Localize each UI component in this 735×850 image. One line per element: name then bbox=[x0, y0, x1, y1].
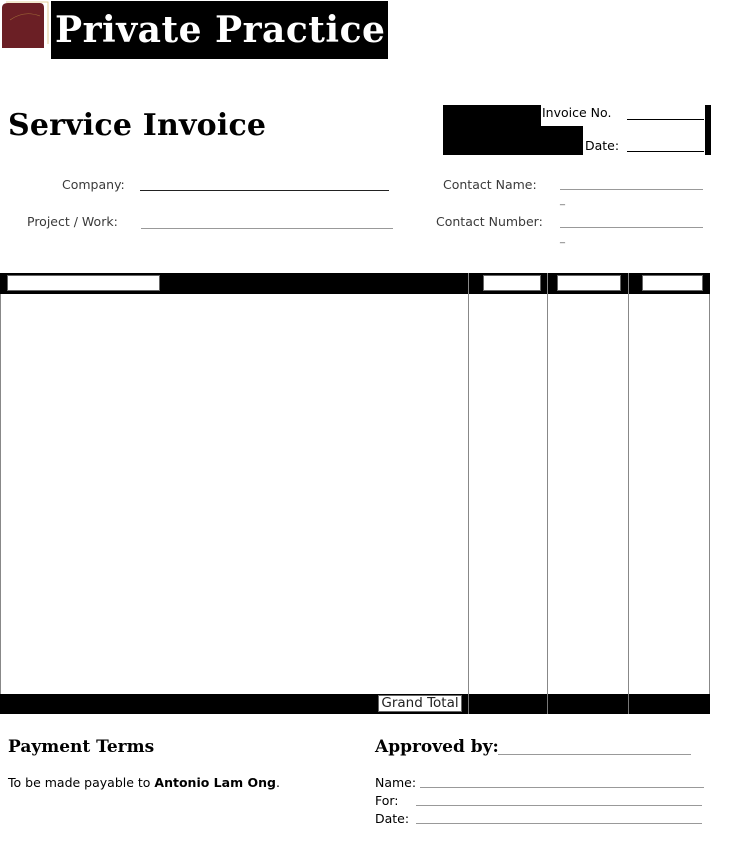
payment-text-prefix: To be made payable to bbox=[8, 775, 155, 790]
column-divider bbox=[547, 694, 548, 714]
approver-name-field[interactable] bbox=[420, 787, 704, 788]
invoice-no-field[interactable] bbox=[627, 119, 704, 120]
contact-name-label: Contact Name: bbox=[443, 177, 537, 192]
project-field[interactable] bbox=[141, 228, 393, 229]
column-divider bbox=[468, 694, 469, 714]
column-2-header-cell[interactable] bbox=[483, 275, 541, 291]
underline-overflow: _ bbox=[560, 195, 565, 206]
payment-text-suffix: . bbox=[275, 775, 280, 790]
invoice-no-label: Invoice No. bbox=[542, 105, 612, 120]
payee-name: Antonio Lam Ong bbox=[154, 775, 276, 790]
date-label: Date: bbox=[585, 138, 620, 153]
payment-terms-text bbox=[8, 775, 280, 790]
project-label: Project / Work: bbox=[27, 214, 118, 229]
meta-box-fill bbox=[443, 105, 541, 126]
approver-name-label: Name: bbox=[375, 775, 417, 790]
approved-by-field[interactable] bbox=[498, 754, 691, 755]
column-4-body[interactable] bbox=[629, 295, 708, 693]
column-3-body[interactable] bbox=[548, 295, 627, 693]
company-field[interactable] bbox=[140, 190, 389, 191]
approval-date-label: Date: bbox=[375, 811, 410, 826]
underline-overflow: _ bbox=[560, 233, 565, 244]
meta-box-border bbox=[705, 105, 711, 155]
date-field[interactable] bbox=[627, 151, 704, 152]
column-4-header-cell[interactable] bbox=[642, 275, 703, 291]
payment-terms-heading: Payment Terms bbox=[8, 737, 155, 757]
table-footer bbox=[0, 694, 710, 714]
column-3-header-cell[interactable] bbox=[557, 275, 621, 291]
contact-name-field[interactable] bbox=[560, 189, 703, 190]
description-body[interactable] bbox=[2, 295, 467, 693]
practice-logo bbox=[0, 0, 50, 52]
company-label: Company: bbox=[62, 177, 125, 192]
contact-number-label: Contact Number: bbox=[436, 214, 543, 229]
approved-by-heading: Approved by: bbox=[375, 737, 499, 757]
meta-box-fill bbox=[443, 126, 583, 155]
column-divider bbox=[628, 694, 629, 714]
grand-total-label: Grand Total bbox=[378, 695, 462, 712]
approver-for-label: For: bbox=[375, 793, 399, 808]
approval-date-field[interactable] bbox=[416, 823, 702, 824]
practice-name-banner: Private Practice bbox=[51, 1, 388, 59]
invoice-title: Service Invoice bbox=[8, 108, 267, 143]
description-header-cell[interactable] bbox=[7, 275, 160, 291]
approver-for-field[interactable] bbox=[416, 805, 702, 806]
contact-number-field[interactable] bbox=[560, 227, 703, 228]
column-2-body[interactable] bbox=[469, 295, 546, 693]
